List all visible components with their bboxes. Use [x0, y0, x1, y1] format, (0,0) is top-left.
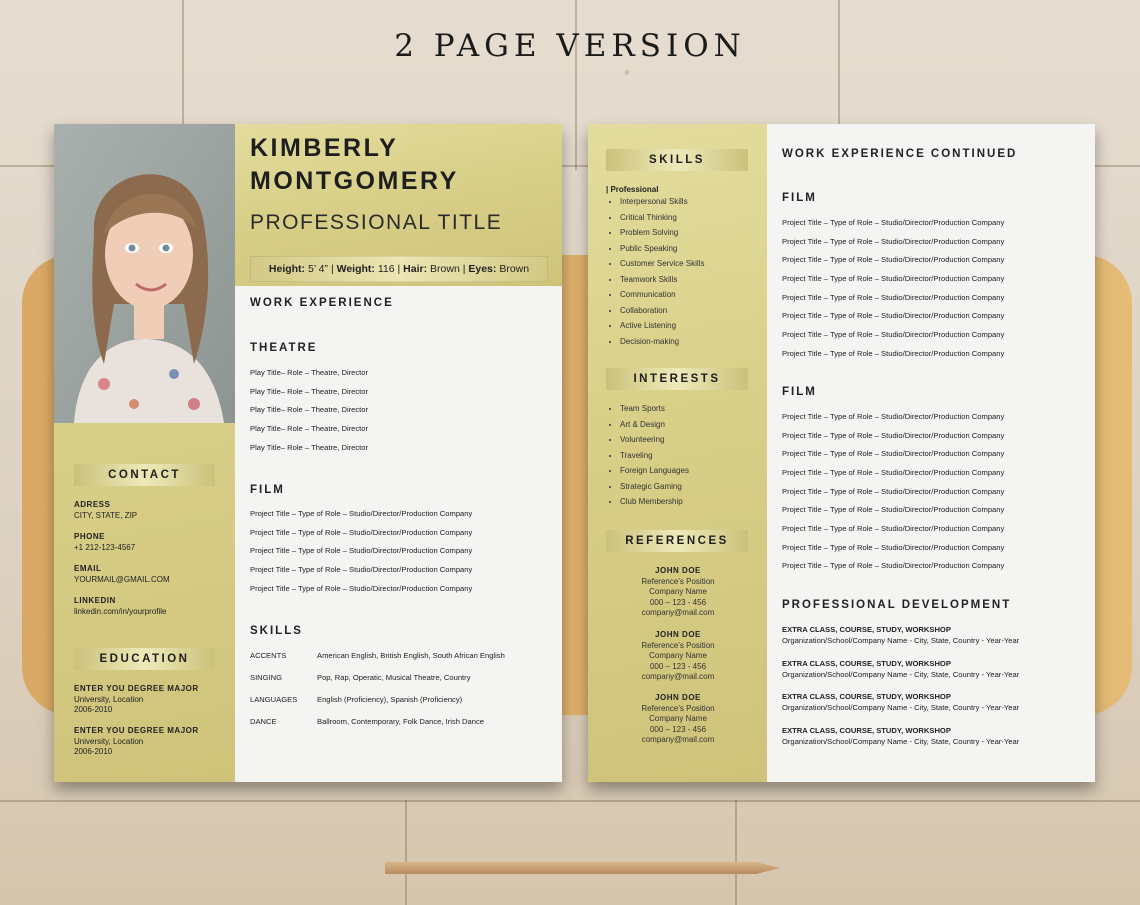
address-label: ADRESS [74, 500, 111, 509]
contact-address [74, 500, 137, 521]
skill-key: SINGING [250, 673, 283, 682]
contact-phone [74, 532, 135, 553]
list-item: • Volunteering [620, 434, 689, 445]
interests-heading: INTERESTS [606, 368, 748, 390]
list-item: • Problem Solving [620, 227, 704, 238]
eyes-value: Brown [499, 263, 530, 275]
height-value: 5’ 4” [307, 263, 329, 275]
film-heading: FILM [782, 192, 817, 204]
reference-company: Company Name [649, 714, 707, 723]
reference-phone: 000 – 123 - 456 [649, 724, 707, 734]
hair-label: Hair: [403, 263, 428, 275]
professional-development-heading: PROFESSIONAL DEVELOPMENT [782, 599, 1012, 611]
stats-separator: | [397, 263, 401, 275]
address-value: CITY, STATE, ZIP [74, 510, 138, 520]
stats-separator: | [330, 263, 334, 275]
contact-heading: CONTACT [74, 464, 215, 486]
reference-item [618, 566, 738, 619]
film-row: Project Title – Type of Role – Studio/Director/Production Company [782, 311, 1005, 320]
film-row: Project Title – Type of Role – Studio/Director/Production Company [250, 546, 473, 555]
list-item: • Decision-making [620, 336, 704, 347]
film-row: Project Title – Type of Role – Studio/Director/Production Company [250, 509, 473, 518]
skill-value: Pop, Rap, Operatic, Musical Theatre, Country [317, 673, 471, 682]
film-row: Project Title – Type of Role – Studio/Director/Production Company [782, 330, 1005, 339]
film-row: Project Title – Type of Role – Studio/Director/Production Company [782, 255, 1005, 264]
skills-subheading: | Professional [606, 185, 659, 194]
email-label: EMAIL [74, 564, 102, 573]
name-first: KIMBERLY [250, 134, 399, 162]
school-years: 2006-2010 [74, 747, 113, 756]
page-heading: 2 PAGE VERSION [394, 28, 746, 64]
film-row: Project Title – Type of Role – Studio/Director/Production Company [250, 584, 473, 593]
resume-page-1 [54, 124, 562, 782]
film-row: Project Title – Type of Role – Studio/Director/Production Company [782, 524, 1005, 533]
weight-label: Weight: [336, 263, 375, 275]
reference-item [618, 693, 738, 746]
film-row: Project Title – Type of Role – Studio/Director/Production Company [782, 293, 1005, 302]
list-item: • Foreign Languages [620, 465, 689, 476]
interests-list [610, 403, 689, 512]
prof-dev-title: EXTRA CLASS, COURSE, STUDY, WORKSHOP [782, 625, 951, 634]
prof-dev-item [782, 658, 1019, 680]
prof-dev-detail: Organization/School/Company Name - City, State, Country - Year-Year [782, 670, 1020, 679]
theatre-row: Play Title– Role – Theatre, Director [250, 443, 369, 452]
stone-tile-seam [735, 800, 737, 905]
reference-item [618, 630, 738, 683]
email-value: YOURMAIL@GMAIL.COM [74, 574, 170, 584]
theatre-row: Play Title– Role – Theatre, Director [250, 405, 369, 414]
film-row: Project Title – Type of Role – Studio/Director/Production Company [782, 412, 1005, 421]
list-item: • Critical Thinking [620, 212, 704, 223]
stone-tile-seam [0, 800, 1140, 802]
school-years: 2006-2010 [74, 705, 113, 714]
skill-key: LANGUAGES [250, 695, 298, 704]
skill-row [250, 695, 462, 704]
reference-phone: 000 – 123 - 456 [649, 661, 707, 671]
skill-row [250, 673, 471, 682]
skill-value: English (Proficiency), Spanish (Proficiency) [317, 695, 463, 704]
school-name: University, Location [74, 736, 144, 746]
film-row: Project Title – Type of Role – Studio/Director/Production Company [782, 468, 1005, 477]
film-row: Project Title – Type of Role – Studio/Director/Production Company [782, 505, 1005, 514]
list-item: • Customer Service Skills [620, 258, 704, 269]
reference-company: Company Name [649, 587, 707, 596]
education-item [74, 684, 199, 716]
professional-title: PROFESSIONAL TITLE [250, 211, 503, 234]
reference-position: Reference’s Position [641, 703, 715, 713]
list-item: • Art & Design [620, 419, 689, 430]
prof-dev-detail: Organization/School/Company Name - City, State, Country - Year-Year [782, 737, 1020, 746]
film-row: Project Title – Type of Role – Studio/Director/Production Company [782, 237, 1005, 246]
list-item: • Traveling [620, 450, 689, 461]
prof-dev-detail: Organization/School/Company Name - City, State, Country - Year-Year [782, 636, 1020, 645]
prof-dev-item [782, 725, 1019, 747]
list-item: • Collaboration [620, 305, 704, 316]
film-row: Project Title – Type of Role – Studio/Director/Production Company [782, 543, 1005, 552]
skill-key: ACCENTS [250, 651, 287, 660]
education-item [74, 726, 199, 758]
reference-name: JOHN DOE [655, 630, 701, 639]
candidate-name [250, 132, 459, 198]
school-name: University, Location [74, 694, 144, 704]
theatre-row: Play Title– Role – Theatre, Director [250, 424, 369, 433]
list-item: • Club Membership [620, 496, 689, 507]
skill-value: Ballroom, Contemporary, Folk Dance, Irish Dance [317, 717, 484, 726]
skill-row [250, 717, 484, 726]
skills-heading: SKILLS [606, 149, 748, 171]
reference-email: company@mail.com [641, 608, 715, 617]
skills-heading: SKILLS [250, 625, 303, 637]
film-row: Project Title – Type of Role – Studio/Director/Production Company [782, 561, 1005, 570]
skills-list [610, 196, 704, 351]
linkedin-label: LINKEDIN [74, 596, 116, 605]
work-experience-continued-heading: WORK EXPERIENCE CONTINUED [782, 148, 1018, 160]
reference-phone: 000 – 123 - 456 [649, 597, 707, 607]
name-last: MONTGOMERY [250, 167, 459, 195]
list-item: • Public Speaking [620, 243, 704, 254]
references-heading: REFERENCES [606, 530, 748, 552]
eyes-label: Eyes: [468, 263, 497, 275]
contact-linkedin [74, 596, 167, 617]
work-experience-heading: WORK EXPERIENCE [250, 297, 394, 309]
phone-value: +1 212-123-4567 [74, 542, 136, 552]
resume-page-2 [588, 124, 1095, 782]
film-row: Project Title – Type of Role – Studio/Director/Production Company [250, 528, 473, 537]
list-item: • Team Sports [620, 403, 689, 414]
linkedin-value: linkedin.com/in/yourprofile [74, 606, 167, 616]
prof-dev-item [782, 691, 1019, 713]
film-row: Project Title – Type of Role – Studio/Director/Production Company [250, 565, 473, 574]
left-sidebar [54, 124, 235, 782]
prof-dev-title: EXTRA CLASS, COURSE, STUDY, WORKSHOP [782, 726, 951, 735]
prof-dev-title: EXTRA CLASS, COURSE, STUDY, WORKSHOP [782, 692, 951, 701]
theatre-heading: THEATRE [250, 342, 318, 354]
name-header [235, 124, 562, 286]
reference-position: Reference’s Position [641, 576, 715, 586]
profile-photo [54, 124, 235, 423]
reference-email: company@mail.com [641, 672, 715, 681]
film-heading: FILM [250, 484, 285, 496]
prof-dev-title: EXTRA CLASS, COURSE, STUDY, WORKSHOP [782, 659, 951, 668]
film-row: Project Title – Type of Role – Studio/Director/Production Company [782, 431, 1005, 440]
reference-company: Company Name [649, 651, 707, 660]
degree-title: ENTER YOU DEGREE MAJOR [74, 684, 199, 693]
film-row: Project Title – Type of Role – Studio/Director/Production Company [782, 449, 1005, 458]
reference-position: Reference’s Position [641, 640, 715, 650]
list-item: • Communication [620, 289, 704, 300]
degree-title: ENTER YOU DEGREE MAJOR [74, 726, 199, 735]
prof-dev-item [782, 624, 1019, 646]
reference-name: JOHN DOE [655, 566, 701, 575]
weight-value: 116 [377, 263, 395, 275]
theatre-row: Play Title– Role – Theatre, Director [250, 387, 369, 396]
physical-stats-bar [250, 256, 548, 282]
education-heading: EDUCATION [74, 648, 215, 670]
stone-tile-seam [575, 0, 577, 170]
list-item: • Interpersonal Skills [620, 196, 704, 207]
prof-dev-detail: Organization/School/Company Name - City, State, Country - Year-Year [782, 703, 1020, 712]
film-row: Project Title – Type of Role – Studio/Director/Production Company [782, 218, 1005, 227]
list-item: • Strategic Gaming [620, 481, 689, 492]
list-item: • Active Listening [620, 320, 704, 331]
film-row: Project Title – Type of Role – Studio/Director/Production Company [782, 487, 1005, 496]
film-heading: FILM [782, 386, 817, 398]
stats-separator: | [462, 263, 466, 275]
pencil [385, 862, 780, 874]
phone-label: PHONE [74, 532, 105, 541]
skill-row [250, 651, 505, 660]
list-item: • Teamwork Skills [620, 274, 704, 285]
skill-key: DANCE [250, 717, 277, 726]
left-sidebar [588, 124, 767, 782]
reference-name: JOHN DOE [655, 693, 701, 702]
film-row: Project Title – Type of Role – Studio/Director/Production Company [782, 274, 1005, 283]
theatre-row: Play Title– Role – Theatre, Director [250, 368, 369, 377]
reference-email: company@mail.com [641, 735, 715, 744]
hair-value: Brown [430, 263, 460, 275]
stone-tile-seam [405, 800, 407, 905]
film-row: Project Title – Type of Role – Studio/Director/Production Company [782, 349, 1005, 358]
skill-value: American English, British English, South African English [317, 651, 505, 660]
contact-email [74, 564, 170, 585]
height-label: Height: [268, 263, 306, 275]
